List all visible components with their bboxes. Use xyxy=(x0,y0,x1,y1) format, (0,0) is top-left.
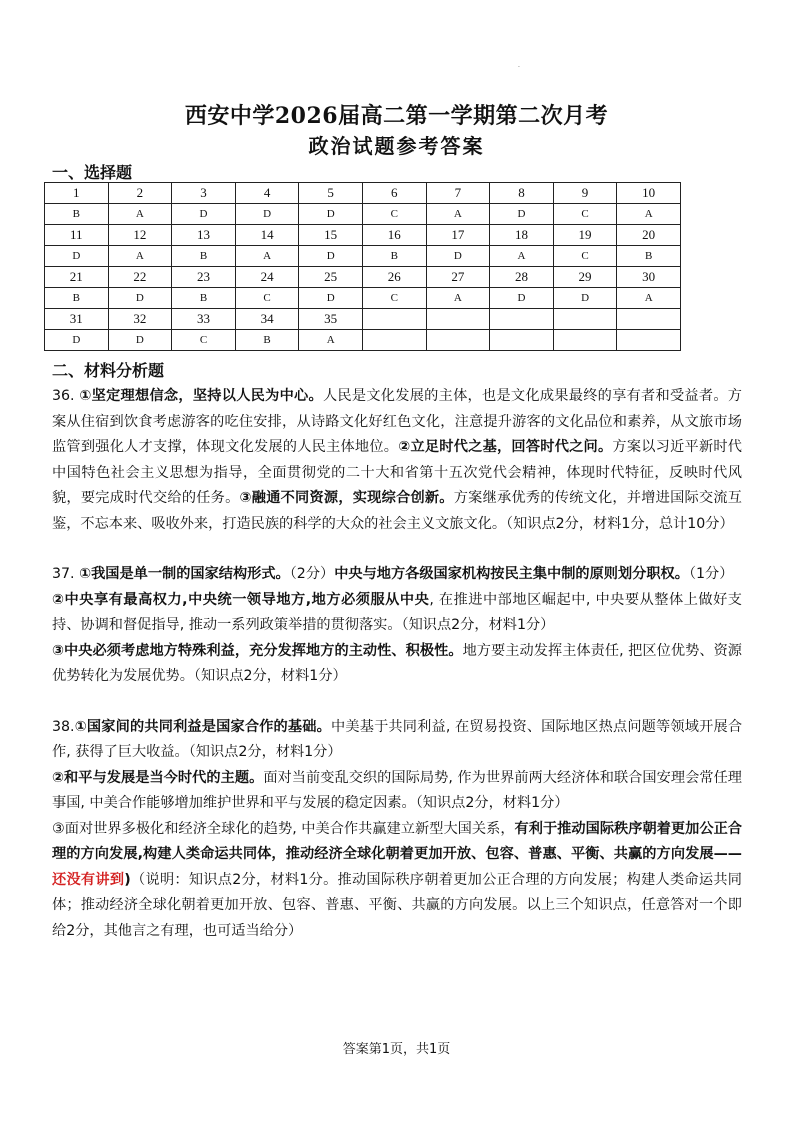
table-row-answers xyxy=(45,288,681,309)
table-cell: 16 xyxy=(362,225,426,246)
text-run: 中美基于共同利益, 在贸易投资、国际地区热点问题等领域开展合作, 获得了巨大收益。（知识点2分，材料1分） xyxy=(52,718,743,760)
table-row-answers xyxy=(45,330,681,351)
text-run: 方案以习近平新时代中国特色社会主义思想为指导，全面贯彻党的二十大和省第十五次党代会精神，体现时代特征，反映时代风貌，要完成时代交给的任务。 xyxy=(52,439,742,506)
table-cell: 7 xyxy=(426,183,490,204)
section-heading-analysis: 二、材料分析题 xyxy=(52,361,165,380)
table-cell: C xyxy=(362,204,426,225)
text-run: （2分） xyxy=(289,566,335,582)
section-heading-choice: 一、选择题 xyxy=(52,163,133,182)
table-cell: 34 xyxy=(235,309,299,330)
table-cell: B xyxy=(235,330,299,351)
answer-37-point-3 xyxy=(52,639,742,690)
table-row-numbers xyxy=(45,183,681,204)
table-cell xyxy=(553,309,617,330)
table-cell: C xyxy=(553,246,617,267)
table-cell: D xyxy=(426,246,490,267)
table-cell: 13 xyxy=(172,225,236,246)
bold-text-run: ①我国是单一制的国家结构形式。 xyxy=(79,566,290,582)
table-cell: 27 xyxy=(426,267,490,288)
table-cell: A xyxy=(108,246,172,267)
table-cell: D xyxy=(299,204,363,225)
table-cell: D xyxy=(45,330,109,351)
table-cell: B xyxy=(172,246,236,267)
table-cell: B xyxy=(617,246,681,267)
table-cell: 32 xyxy=(108,309,172,330)
table-cell: A xyxy=(426,288,490,309)
table-cell: 26 xyxy=(362,267,426,288)
corner-dot: . xyxy=(518,62,520,69)
bold-text-run: ②和平与发展是当今时代的主题。 xyxy=(52,769,264,786)
table-cell: D xyxy=(490,204,554,225)
table-row-answers xyxy=(45,204,681,225)
table-cell: D xyxy=(108,288,172,309)
table-cell xyxy=(490,309,554,330)
table-cell: 23 xyxy=(172,267,236,288)
bold-text-run: ②中央享有最高权力,中央统一领导地方,地方必须服从中央 xyxy=(52,591,430,608)
page-subtitle: 政治试题参考答案 xyxy=(308,134,485,158)
table-cell: 3 xyxy=(172,183,236,204)
table-cell: D xyxy=(299,246,363,267)
table-cell: 11 xyxy=(45,225,109,246)
answer-38-point-3 xyxy=(52,817,742,945)
table-cell: 29 xyxy=(553,267,617,288)
table-cell: 10 xyxy=(617,183,681,204)
bold-text-run: ①国家间的共同利益是国家合作的基础。 xyxy=(74,718,331,735)
answer-36 xyxy=(52,384,742,537)
table-cell: A xyxy=(617,204,681,225)
text-run: 37. xyxy=(52,566,80,582)
table-cell: A xyxy=(235,246,299,267)
table-cell: 17 xyxy=(426,225,490,246)
table-cell: 8 xyxy=(490,183,554,204)
table-cell xyxy=(362,309,426,330)
bold-text-run: ②立足时代之基，回答时代之问。 xyxy=(398,439,613,455)
table-cell: 2 xyxy=(108,183,172,204)
bold-text-run: 有利于推动国际秩序朝着更加公正合理的方向发展,构建人类命运共同体，推动经济全球化朝着更加开放、包容、普惠、平衡、共赢的方向发展—— xyxy=(52,820,742,862)
answer-38-point-1 xyxy=(52,715,742,766)
table-cell: 35 xyxy=(299,309,363,330)
bold-text-run: ③中央必须考虑地方特殊利益，充分发挥地方的主动性、积极性。 xyxy=(52,642,463,659)
table-cell: B xyxy=(172,288,236,309)
bold-text-run: ) xyxy=(124,871,131,888)
table-cell: 25 xyxy=(299,267,363,288)
table-row-numbers xyxy=(45,225,681,246)
table-cell: D xyxy=(235,204,299,225)
table-cell xyxy=(362,330,426,351)
table-row-answers xyxy=(45,246,681,267)
table-cell: A xyxy=(426,204,490,225)
text-run: （说明：知识点2分，材料1分。推动国际秩序朝着更加公正合理的方向发展；构建人类命运共同体；推动经济全球化朝着更加开放、包容、普惠、平衡、共赢的方向发展。以上三个知识点，任意答对一个即给2分，其他言之有理，也可适当给分） xyxy=(52,871,742,939)
text-run: 地方要主动发挥主体责任, 把区位优势、资源优势转化为发展优势。（知识点2分，材料1分） xyxy=(52,642,742,684)
answer-table xyxy=(44,182,681,351)
text-run: （1分） xyxy=(688,566,734,582)
bold-text-run: 还没有讲到 xyxy=(52,871,125,888)
table-cell: B xyxy=(45,204,109,225)
table-cell: 1 xyxy=(45,183,109,204)
table-cell: 24 xyxy=(235,267,299,288)
bold-text-run: ①坚定理想信念，坚持以人民为中心。 xyxy=(79,388,323,404)
answer-38-point-2 xyxy=(52,766,742,817)
table-cell: 28 xyxy=(490,267,554,288)
table-cell: A xyxy=(490,246,554,267)
text-run: 面对当前变乱交织的国际局势, 作为世界前两大经济体和联合国安理会常任理事国, 中美合作能够增加维护世界和平与发展的稳定因素。（知识点2分，材料1分） xyxy=(52,769,742,811)
table-cell: 19 xyxy=(553,225,617,246)
table-cell: D xyxy=(45,246,109,267)
table-cell: 6 xyxy=(362,183,426,204)
text-run: , 在推进中部地区崛起中, 中央要从整体上做好支持、协调和督促指导, 推动一系列政策举措的贯彻落实。（知识点2分，材料1分） xyxy=(52,591,742,633)
table-cell: 5 xyxy=(299,183,363,204)
table-cell xyxy=(617,330,681,351)
table-cell: 22 xyxy=(108,267,172,288)
table-cell: C xyxy=(172,330,236,351)
answer-37-point-2 xyxy=(52,588,742,639)
analysis-content xyxy=(52,384,742,944)
table-cell: D xyxy=(490,288,554,309)
table-cell: D xyxy=(299,288,363,309)
table-cell: D xyxy=(553,288,617,309)
table-cell: 20 xyxy=(617,225,681,246)
table-cell xyxy=(617,309,681,330)
table-cell xyxy=(426,330,490,351)
table-cell: C xyxy=(362,288,426,309)
table-cell: A xyxy=(617,288,681,309)
table-cell xyxy=(553,330,617,351)
bold-text-run: ③融通不同资源，实现综合创新。 xyxy=(239,490,454,506)
page-title: 西安中学2026届高二第一学期第二次月考 xyxy=(184,103,609,129)
table-cell xyxy=(426,309,490,330)
table-cell: C xyxy=(553,204,617,225)
table-cell: 18 xyxy=(490,225,554,246)
table-cell: 15 xyxy=(299,225,363,246)
page-footer: 答案第1页，共1页 xyxy=(342,1042,451,1057)
table-cell: 30 xyxy=(617,267,681,288)
answer-37-point-1 xyxy=(52,562,742,588)
table-cell: D xyxy=(172,204,236,225)
table-cell xyxy=(490,330,554,351)
table-cell: 33 xyxy=(172,309,236,330)
table-cell: A xyxy=(299,330,363,351)
table-cell: 31 xyxy=(45,309,109,330)
table-cell: B xyxy=(45,288,109,309)
table-cell: 9 xyxy=(553,183,617,204)
table-cell: C xyxy=(235,288,299,309)
table-cell: 12 xyxy=(108,225,172,246)
table-cell: 4 xyxy=(235,183,299,204)
text-run: 38. xyxy=(52,718,75,735)
table-cell: D xyxy=(108,330,172,351)
table-row-numbers xyxy=(45,267,681,288)
text-run: 36. xyxy=(52,388,80,404)
text-run: ③面对世界多极化和经济全球化的趋势, 中美合作共赢建立新型大国关系， xyxy=(52,820,515,837)
table-row-numbers xyxy=(45,309,681,330)
table-cell: 21 xyxy=(45,267,109,288)
text-run: 人民是文化发展的主体，也是文化成果最终的享有者和受益者。方案从住宿到饮食考虑游客的吃住安排，从诗路文化好红色文化，注意提升游客的文化品位和素养，从文旅市场监管到强化人才支撑，体现文化发展的人民主体地位。 xyxy=(52,388,742,455)
text-run: 方案继承优秀的传统文化，并增进国际交流互鉴，不忘本来、吸收外来，打造民族的科学的大众的社会主义文旅文化。（知识点2分，材料1分，总计10分） xyxy=(52,490,742,532)
table-cell: 14 xyxy=(235,225,299,246)
table-cell: A xyxy=(108,204,172,225)
table-cell: B xyxy=(362,246,426,267)
bold-text-run: 中央与地方各级国家机构按民主集中制的原则划分职权。 xyxy=(334,566,689,582)
